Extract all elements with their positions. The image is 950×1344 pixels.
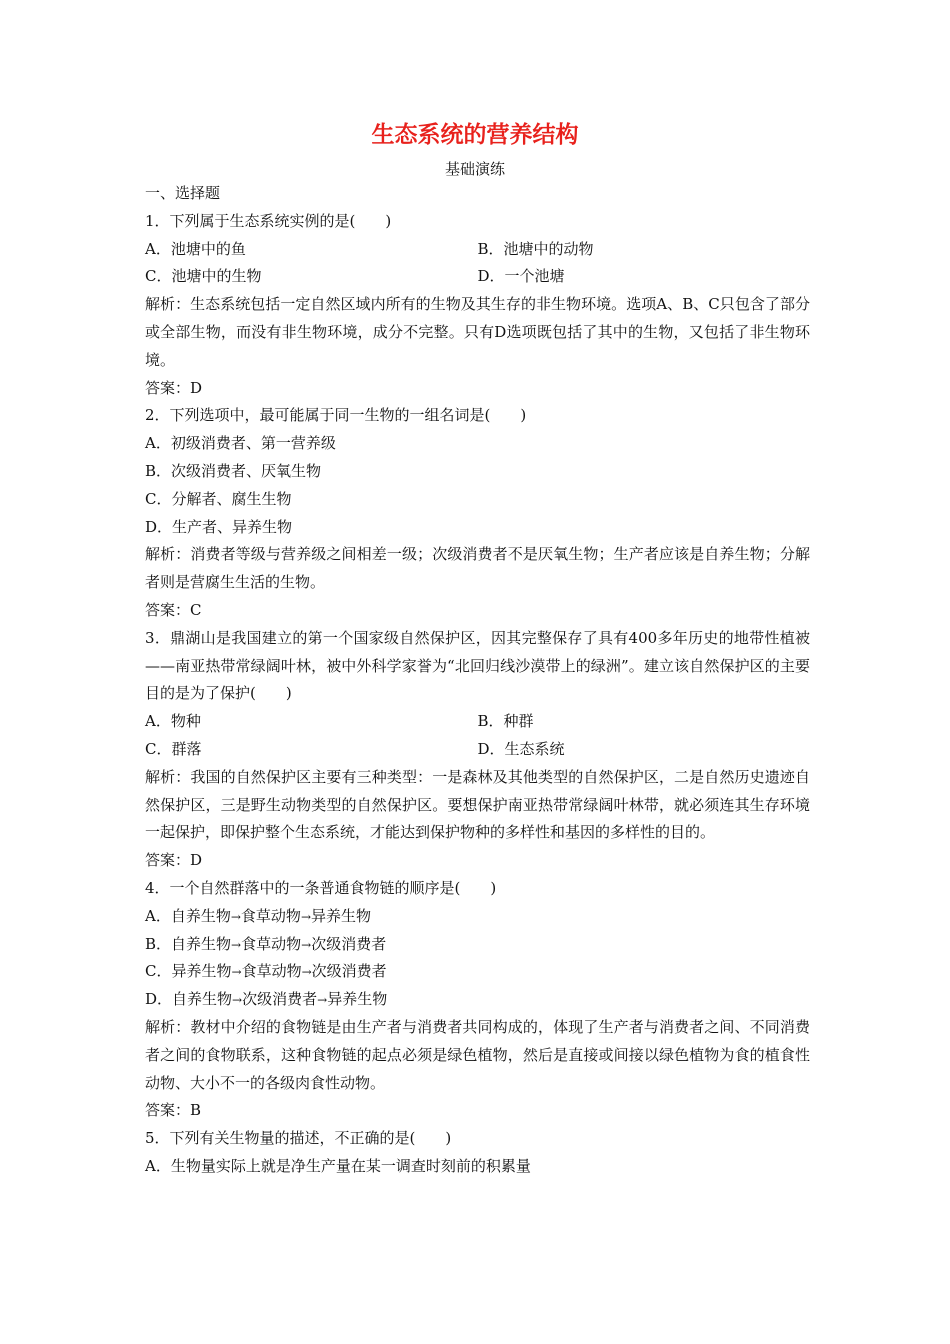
chain-item: 异养生物 bbox=[327, 990, 388, 1009]
option-label: D． bbox=[145, 990, 173, 1009]
option-a: A．池塘中的鱼 bbox=[145, 239, 246, 258]
section-heading: 一、选择题 bbox=[145, 184, 221, 202]
chain-item: 异养生物 bbox=[311, 906, 372, 925]
option-d: D．一个池塘 bbox=[477, 267, 565, 286]
question-4-analysis: 解析：教材中介绍的食物链是由生产者与消费者共同构成的，体现了生产者与消费者之间、不同消费者之间的食物联系，这种食物链的起点必须是绿色植物，然后是直接或间接以绿色植物为食的植食性动物、大小不一的各级肉食性动物。 bbox=[145, 1017, 810, 1092]
chain-item: 次级消费者 bbox=[242, 990, 318, 1009]
arrow-icon: → bbox=[230, 909, 241, 924]
question-3-options-row-1 bbox=[145, 708, 810, 736]
question-4-stem: 4．一个自然群落中的一条普通食物链的顺序是( ) bbox=[145, 878, 497, 897]
option-c: C．群落 bbox=[145, 739, 202, 758]
question-1-answer: 答案：D bbox=[145, 378, 203, 397]
arrow-icon: → bbox=[300, 909, 311, 924]
question-3-answer: 答案：D bbox=[145, 851, 203, 870]
option-b bbox=[145, 931, 810, 959]
question-2-stem: 2．下列选项中，最可能属于同一生物的一组名词是( ) bbox=[145, 406, 527, 425]
question-1-stem: 1．下列属于生态系统实例的是( ) bbox=[145, 211, 392, 230]
question-3-options-row-2 bbox=[145, 736, 810, 764]
chain-item: 自养生物 bbox=[170, 906, 231, 925]
question-3-stem: 3．鼎湖山是我国建立的第一个国家级自然保护区，因其完整保存了具有400多年历史的地带性植被——南亚热带常绿阔叶林，被中外科学家誉为“北回归线沙漠带上的绿洲”。建立该自然保护区的主要目的是为了保护( ) bbox=[145, 628, 810, 703]
arrow-icon: → bbox=[231, 965, 242, 980]
option-label: B． bbox=[145, 934, 172, 953]
question-4-answer: 答案：B bbox=[145, 1101, 202, 1120]
option-d bbox=[145, 986, 810, 1014]
question-1-analysis: 解析：生态系统包括一定自然区域内所有的生物及其生存的非生物环境。选项A、B、C只包含了部分或全部生物，而没有非生物环境，成分不完整。只有D选项既包括了其中的生物，又包括了非生物环境。 bbox=[145, 295, 810, 369]
option-b: B．种群 bbox=[477, 712, 534, 731]
question-1-options-row-2 bbox=[145, 263, 810, 291]
option-d: D．生态系统 bbox=[477, 739, 565, 758]
option-a: A．生物量实际上就是净生产量在某一调查时刻前的积累量 bbox=[145, 1156, 531, 1175]
option-a: A．初级消费者、第一营养级 bbox=[145, 434, 336, 453]
option-b: B．次级消费者、厌氧生物 bbox=[145, 461, 322, 480]
chain-item: 食草动物 bbox=[241, 934, 302, 953]
question-2-analysis: 解析：消费者等级与营养级之间相差一级；次级消费者不是厌氧生物；生产者应该是自养生物；分解者则是营腐生生活的生物。 bbox=[145, 545, 810, 592]
chain-item: 食草动物 bbox=[241, 962, 302, 981]
question-3-analysis: 解析：我国的自然保护区主要有三种类型：一是森林及其他类型的自然保护区，二是自然历史遗迹自然保护区，三是野生动物类型的自然保护区。要想保护南亚热带常绿阔叶林带，就必须连其生存环境一起保护，即保护整个生态系统，才能达到保护物种的多样性和基因的多样性的目的。 bbox=[145, 767, 810, 842]
chain-item: 次级消费者 bbox=[311, 934, 387, 953]
option-c bbox=[145, 958, 810, 986]
chain-item: 次级消费者 bbox=[311, 962, 387, 981]
option-label: A． bbox=[145, 906, 171, 925]
option-c: C．池塘中的生物 bbox=[145, 267, 262, 286]
chain-item: 自养生物 bbox=[172, 990, 233, 1009]
arrow-icon: → bbox=[232, 993, 243, 1008]
question-5-stem: 5．下列有关生物量的描述，不正确的是( ) bbox=[145, 1129, 452, 1148]
arrow-icon: → bbox=[301, 937, 312, 952]
option-c: C．分解者、腐生生物 bbox=[145, 489, 292, 508]
option-d: D．生产者、异养生物 bbox=[145, 517, 293, 536]
question-2-answer: 答案：C bbox=[145, 600, 202, 619]
document-body bbox=[145, 180, 810, 1181]
chain-item: 自养生物 bbox=[171, 934, 232, 953]
option-a bbox=[145, 903, 810, 931]
document-subtitle: 基础演练 bbox=[444, 160, 505, 178]
arrow-icon: → bbox=[231, 937, 242, 952]
chain-item: 食草动物 bbox=[240, 906, 301, 925]
question-1-options-row-1 bbox=[145, 236, 810, 264]
arrow-icon: → bbox=[317, 993, 328, 1008]
option-label: C． bbox=[145, 962, 172, 981]
chain-item: 异养生物 bbox=[171, 962, 232, 981]
option-a: A．物种 bbox=[145, 712, 201, 731]
option-b: B．池塘中的动物 bbox=[477, 239, 594, 258]
document-title: 生态系统的营养结构 bbox=[371, 122, 579, 148]
arrow-icon: → bbox=[301, 965, 312, 980]
